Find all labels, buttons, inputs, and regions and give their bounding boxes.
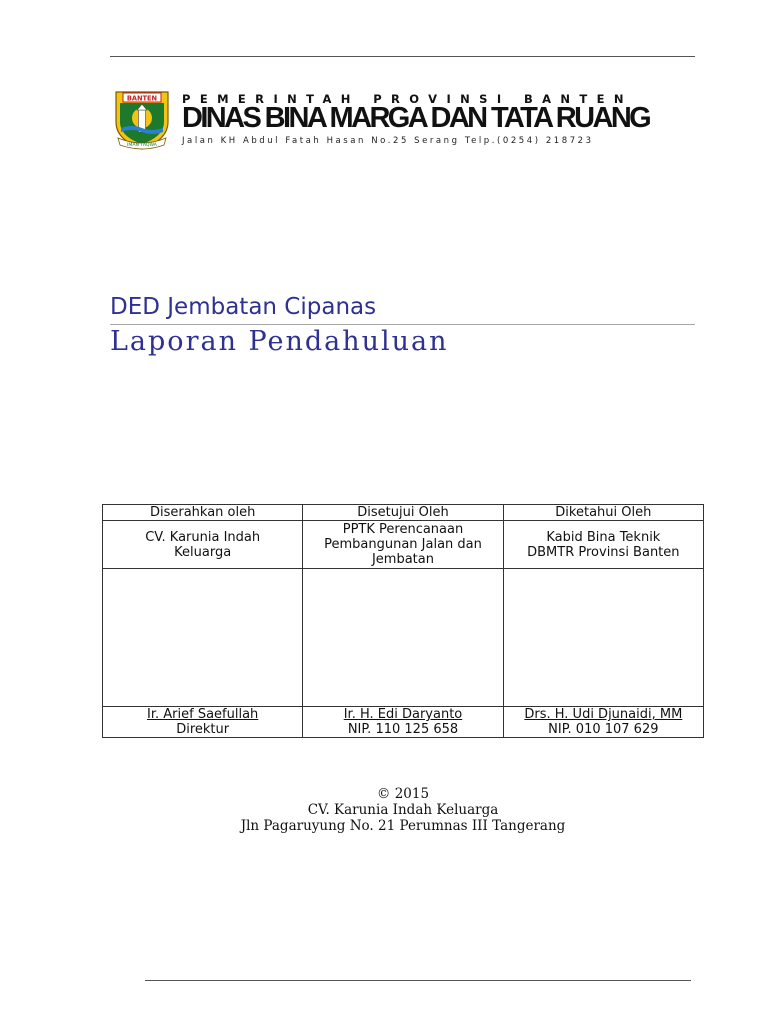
agency-address: Jalan KH Abdul Fatah Hasan No.25 Serang Telp.(0254) 218723 (182, 136, 594, 146)
approval-organization-row (103, 521, 704, 569)
header-acknowledged-by: Diketahui Oleh (503, 505, 703, 521)
title-rule (110, 324, 695, 325)
header-submitted-by: Diserahkan oleh (103, 505, 303, 521)
org-line: Jembatan (371, 552, 434, 567)
document-subtitle: DED Jembatan Cipanas (110, 294, 377, 320)
header-rule (110, 56, 695, 57)
footer-block (102, 786, 704, 834)
signatory-nip: NIP. 110 125 658 (347, 722, 459, 737)
footer-address: Jln Pagaruyung No. 21 Perumnas III Tangerang (240, 818, 566, 834)
org-line: DBMTR Provinsi Banten (527, 544, 680, 560)
approval-signature-row (103, 569, 704, 707)
signatory-name: Ir. Arief Saefullah (147, 707, 259, 722)
footer-company: CV. Karunia Indah Keluarga (307, 802, 499, 818)
banten-emblem-logo (110, 88, 174, 152)
signatory-name: Ir. H. Edi Daryanto (343, 707, 463, 722)
signatory-submitted-by (103, 707, 303, 738)
org-line: PPTK Perencanaan (342, 522, 464, 537)
org-submitted-by (103, 521, 303, 569)
agency-name: DINAS BINA MARGA DAN TATA RUANG (182, 102, 650, 134)
signature-space-approved (303, 569, 503, 707)
logo-top-text: BANTEN (126, 94, 158, 103)
signatory-name: Drs. H. Udi Djunaidi, MM (524, 707, 683, 722)
org-acknowledged-by (503, 521, 703, 569)
org-line: Kabid Bina Teknik (546, 529, 661, 545)
document-title: Laporan Pendahuluan (110, 326, 449, 357)
header-approved-by: Disetujui Oleh (303, 505, 503, 521)
approval-name-row (103, 707, 704, 738)
signatory-nip: NIP. 010 107 629 (548, 722, 659, 737)
approval-header-row (103, 505, 704, 521)
signatory-role: Direktur (176, 722, 230, 737)
copyright-line: © 2015 (376, 786, 430, 802)
signatory-acknowledged-by (503, 707, 703, 738)
org-line: Pembangunan Jalan dan (324, 537, 482, 552)
approval-table (102, 504, 704, 738)
signature-space-submitted (103, 569, 303, 707)
government-name: PEMERINTAH PROVINSI BANTEN (182, 92, 633, 106)
org-line: CV. Karunia Indah (145, 529, 261, 545)
org-line: Keluarga (174, 544, 232, 560)
org-approved-by (303, 521, 503, 569)
signature-space-acknowledged (503, 569, 703, 707)
signatory-approved-by (303, 707, 503, 738)
logo-ribbon-text: IMAN TAQWA (127, 143, 157, 148)
footer-rule (145, 980, 691, 981)
